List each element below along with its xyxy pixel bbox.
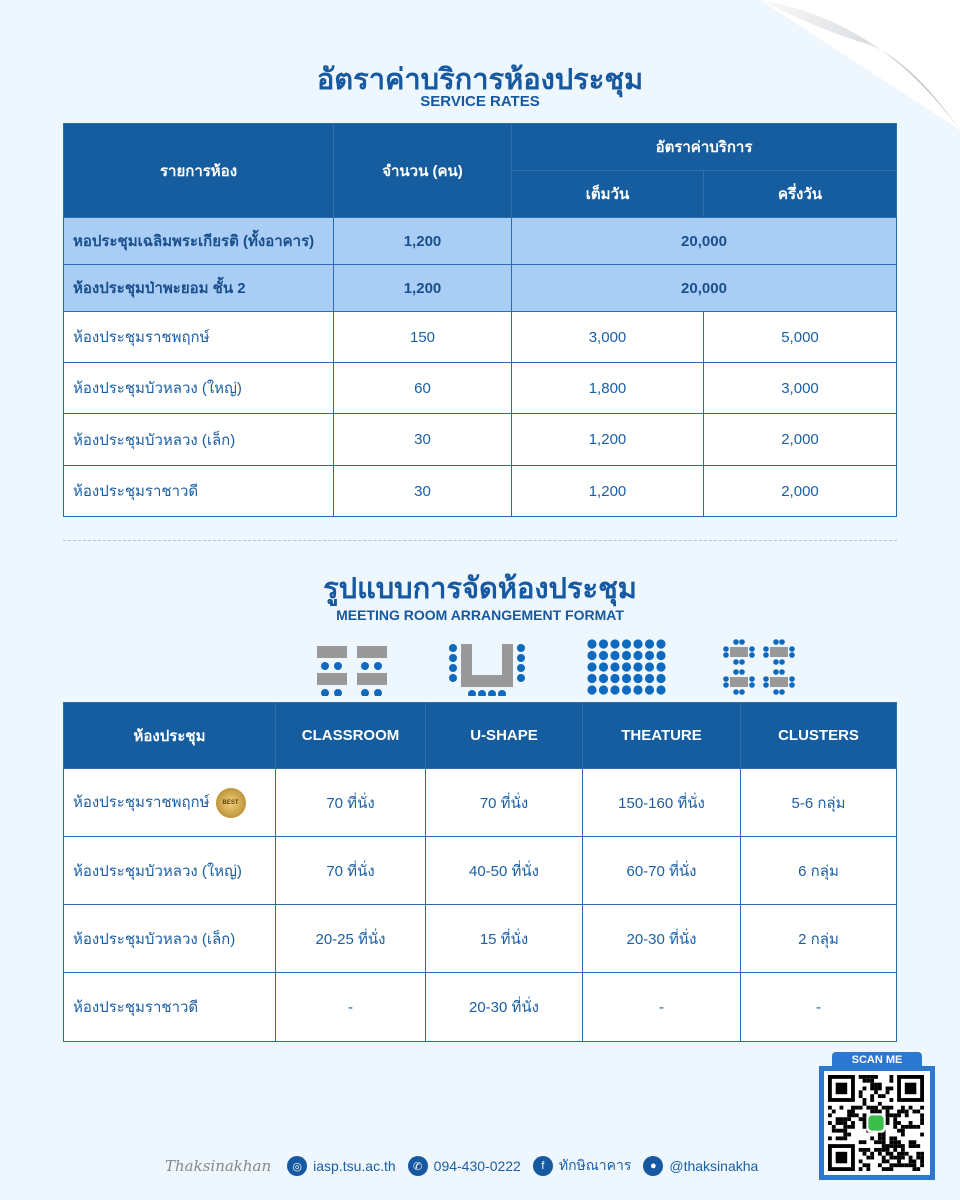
header-half-day: ครึ่งวัน xyxy=(704,171,897,218)
phone-icon: ✆ xyxy=(408,1156,428,1176)
thaksinakhan-logo: Thaksinakhan xyxy=(165,1157,272,1175)
clusters-capacity: 6 กลุ่ม xyxy=(741,837,897,905)
header-full-day: เต็มวัน xyxy=(512,171,704,218)
capacity: 150 xyxy=(334,312,512,363)
table-row xyxy=(64,312,897,363)
theatre-capacity: 20-30 ที่นั่ง xyxy=(583,905,741,973)
room-name: ห้องประชุมป่าพะยอม ชั้น 2 xyxy=(64,265,334,312)
arrangement-table xyxy=(63,702,897,1042)
clusters-icon xyxy=(723,639,795,695)
full-day-rate: 3,000 xyxy=(512,312,704,363)
table-row xyxy=(64,466,897,517)
classroom-capacity: 70 ที่นั่ง xyxy=(276,837,426,905)
header-room: รายการห้อง xyxy=(64,124,334,218)
room-name: ห้องประชุมบัวหลวง (เล็ก) xyxy=(64,414,334,466)
rate: 20,000 xyxy=(512,265,897,312)
table-row xyxy=(64,265,897,312)
room-name: ห้องประชุมบัวหลวง (ใหญ่) xyxy=(64,363,334,414)
table-row xyxy=(64,905,897,973)
globe-icon: ◎ xyxy=(287,1156,307,1176)
table-row xyxy=(64,837,897,905)
table-row xyxy=(64,414,897,466)
qr-code-pattern xyxy=(828,1075,924,1171)
room-name: ห้องประชุมราชาวดี xyxy=(64,973,276,1042)
best-seller-badge: BEST xyxy=(216,788,246,818)
wechat-icon: ● xyxy=(643,1156,663,1176)
header-room: ห้องประชุม xyxy=(64,703,276,769)
theatre-capacity: 150-160 ที่นั่ง xyxy=(583,769,741,837)
table-row xyxy=(64,973,897,1042)
room-name: ห้องประชุมราชพฤกษ์ xyxy=(64,312,334,363)
theatre-capacity: 60-70 ที่นั่ง xyxy=(583,837,741,905)
room-name: ห้องประชุมราชพฤกษ์ xyxy=(73,793,210,811)
clusters-capacity: 5-6 กลุ่ม xyxy=(741,769,897,837)
u-shape-icon xyxy=(449,644,525,696)
u-shape-capacity: 15 ที่นั่ง xyxy=(426,905,583,973)
header-classroom: CLASSROOM xyxy=(276,703,426,769)
classroom-capacity: 70 ที่นั่ง xyxy=(276,769,426,837)
table-row xyxy=(64,363,897,414)
half-day-rate: 2,000 xyxy=(704,466,897,517)
arrangement-icons xyxy=(300,632,860,696)
facebook-link[interactable]: ทักษิณาคาร xyxy=(558,1157,632,1173)
full-day-rate: 1,200 xyxy=(512,466,704,517)
arrangement-subtitle: MEETING ROOM ARRANGEMENT FORMAT xyxy=(336,607,624,623)
capacity: 30 xyxy=(334,466,512,517)
scan-me-label: SCAN ME xyxy=(832,1052,922,1069)
header-clusters: CLUSTERS xyxy=(741,703,897,769)
table-row xyxy=(64,218,897,265)
room-name: ห้องประชุมบัวหลวง (ใหญ่) xyxy=(64,837,276,905)
arrangement-title: รูปแบบการจัดห้องประชุม xyxy=(323,573,637,605)
capacity: 60 xyxy=(334,363,512,414)
capacity: 1,200 xyxy=(334,218,512,265)
room-name: ห้องประชุมราชาวดี xyxy=(64,466,334,517)
u-shape-capacity: 40-50 ที่นั่ง xyxy=(426,837,583,905)
footer xyxy=(165,1155,758,1177)
website-link[interactable]: iasp.tsu.ac.th xyxy=(313,1158,396,1174)
theatre-icon xyxy=(587,639,665,694)
half-day-rate: 5,000 xyxy=(704,312,897,363)
half-day-rate: 3,000 xyxy=(704,363,897,414)
header-rate: อัตราค่าบริการ xyxy=(512,124,897,171)
section-divider xyxy=(63,540,897,541)
header-theatre: THEATURE xyxy=(583,703,741,769)
full-day-rate: 1,800 xyxy=(512,363,704,414)
clusters-capacity: 2 กลุ่ม xyxy=(741,905,897,973)
rate: 20,000 xyxy=(512,218,897,265)
half-day-rate: 2,000 xyxy=(704,414,897,466)
capacity: 1,200 xyxy=(334,265,512,312)
header-u-shape: U-SHAPE xyxy=(426,703,583,769)
capacity: 30 xyxy=(334,414,512,466)
phone-number[interactable]: 094-430-0222 xyxy=(433,1158,521,1174)
classroom-capacity: 20-25 ที่นั่ง xyxy=(276,905,426,973)
u-shape-capacity: 70 ที่นั่ง xyxy=(426,769,583,837)
clusters-capacity: - xyxy=(741,973,897,1042)
rates-subtitle: SERVICE RATES xyxy=(420,93,540,110)
classroom-capacity: - xyxy=(276,973,426,1042)
rates-title: อัตราค่าบริการห้องประชุม xyxy=(316,64,644,96)
u-shape-capacity: 20-30 ที่นั่ง xyxy=(426,973,583,1042)
qr-code[interactable] xyxy=(819,1052,935,1180)
service-rates-table xyxy=(63,123,897,517)
room-name: ห้องประชุมบัวหลวง (เล็ก) xyxy=(64,905,276,973)
classroom-icon xyxy=(317,646,387,696)
line-id[interactable]: @thaksinakha xyxy=(669,1158,759,1174)
header-capacity: จำนวน (คน) xyxy=(334,124,512,218)
table-row xyxy=(64,769,897,837)
facebook-icon: f xyxy=(533,1156,553,1176)
theatre-capacity: - xyxy=(583,973,741,1042)
full-day-rate: 1,200 xyxy=(512,414,704,466)
room-name: หอประชุมเฉลิมพระเกียรติ (ทั้งอาคาร) xyxy=(64,218,334,265)
